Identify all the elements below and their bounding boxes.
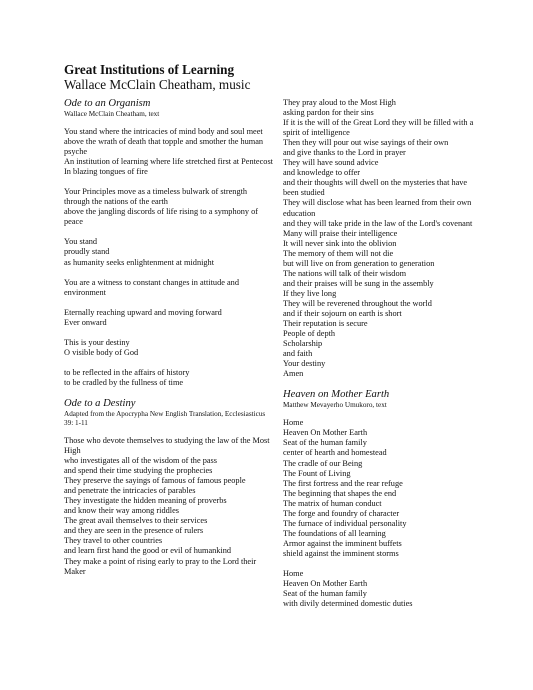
stanza bbox=[64, 237, 276, 267]
poem-line: shield against the imminent storms bbox=[283, 548, 399, 558]
poem-line: with divily determined domestic duties bbox=[283, 599, 413, 609]
poem-line: Eternally reaching upward and moving forward bbox=[64, 307, 222, 317]
poem-line: Those who devote themselves to studying the law of the Most High bbox=[64, 435, 270, 455]
stanza bbox=[64, 308, 276, 328]
poem-line: Heaven On Mother Earth bbox=[283, 428, 368, 438]
poem-line: and knowledge to offer bbox=[283, 168, 361, 178]
stanza bbox=[64, 187, 276, 227]
poem-line: O visible body of God bbox=[64, 347, 139, 357]
poem-line: They will be reverened throughout the world bbox=[283, 298, 432, 308]
poem-line: Armor against the imminent buffets bbox=[283, 538, 402, 548]
stanza bbox=[64, 278, 276, 298]
page-header bbox=[64, 62, 484, 92]
poem-line: The matrix of human conduct bbox=[283, 498, 382, 508]
poem-line: Amen bbox=[283, 369, 304, 379]
poem-line: The nations will talk of their wisdom bbox=[283, 268, 407, 278]
poem-line: The great avail themselves to their services bbox=[64, 516, 208, 526]
poem-line: and their thoughts will dwell on the mysteries that have been studied bbox=[283, 178, 468, 198]
poem-line: above the wrath of death that topple and smother the human psyche bbox=[64, 137, 264, 157]
poem-line: Seat of the human family bbox=[283, 438, 367, 448]
poem-line: Heaven On Mother Earth bbox=[283, 579, 368, 589]
poem-line: and they are seen in the presence of rulers bbox=[64, 526, 204, 536]
section-title-organism: Ode to an Organism bbox=[64, 98, 151, 109]
poem-line: If they live long bbox=[283, 288, 337, 298]
poem-line: In blazing tongues of fire bbox=[64, 167, 148, 177]
poem-line: and penetrate the intricacies of parables bbox=[64, 486, 196, 496]
poem-line: They investigate the hidden meaning of proverbs bbox=[64, 496, 227, 506]
poem-line: and learn first hand the good or evil of humankind bbox=[64, 546, 232, 556]
poem-line: and give thanks to the Lord in prayer bbox=[283, 148, 406, 158]
section-credit-destiny: Adapted from the Apocrypha New English Translation, Ecclesiasticus 39: 1-11 bbox=[64, 409, 266, 427]
poem-line: They travel to other countries bbox=[64, 536, 163, 546]
poem-line: as humanity seeks enlightenment at midnight bbox=[64, 257, 215, 267]
poem-line: The Fount of Living bbox=[283, 468, 351, 478]
section-credit-organism: Wallace McClain Cheatham, text bbox=[64, 110, 160, 118]
stanza bbox=[64, 127, 276, 177]
poem-line: to be cradled by the fullness of time bbox=[64, 377, 184, 387]
poem-line: Home bbox=[283, 418, 304, 428]
poem-line: Your destiny bbox=[283, 359, 326, 369]
heaven-poem bbox=[283, 418, 483, 609]
right-column bbox=[283, 98, 483, 619]
poem-line: to be reflected in the affairs of history bbox=[64, 367, 190, 377]
section-title-heaven: Heaven on Mother Earth bbox=[283, 389, 390, 401]
poem-line: and know their way among riddles bbox=[64, 506, 179, 516]
poem-line: An institution of learning where life stretched first at Pentecost bbox=[64, 157, 273, 167]
poem-line: and their praises will be sung in the assembly bbox=[283, 278, 434, 288]
poem-line: and spend their time studying the prophecies bbox=[64, 466, 213, 476]
poem-line: and they will take pride in the law of the Lord's covenant bbox=[283, 218, 473, 228]
poem-line: Then they will pour out wise sayings of their own bbox=[283, 138, 449, 148]
poem-line: Home bbox=[283, 568, 304, 578]
poem-line: The first fortress and the rear refuge bbox=[283, 478, 403, 488]
poem-line: Scholarship bbox=[283, 339, 323, 349]
page-title: Great Institutions of Learning bbox=[64, 62, 235, 77]
poem-line: People of depth bbox=[283, 329, 336, 339]
destiny-poem-part-1 bbox=[64, 436, 276, 577]
poem-line: Many will praise their intelligence bbox=[283, 228, 398, 238]
left-column bbox=[64, 98, 276, 577]
poem-line: They will have sound advice bbox=[283, 158, 379, 168]
poem-line: The memory of them will not die bbox=[283, 248, 394, 258]
poem-line: You are a witness to constant changes in attitude and environment bbox=[64, 277, 239, 297]
poem-line: The beginning that shapes the end bbox=[283, 488, 397, 498]
poem-line: This is your destiny bbox=[64, 337, 130, 347]
poem-line: Ever onward bbox=[64, 317, 107, 327]
poem-line: Your Principles move as a timeless bulwark of strength bbox=[64, 187, 248, 197]
poem-line: and faith bbox=[283, 349, 313, 359]
stanza bbox=[64, 338, 276, 358]
poem-line: You stand bbox=[64, 237, 98, 247]
poem-line: but will live on from generation to generation bbox=[283, 258, 435, 268]
poem-line: They preserve the sayings of famous of famous people bbox=[64, 476, 246, 486]
poem-line: The forge and foundry of character bbox=[283, 508, 400, 518]
poem-line: You stand where the intricacies of mind body and soul meet bbox=[64, 127, 263, 136]
poem-line: proudly stand bbox=[64, 247, 110, 257]
poem-line: The cradle of our Being bbox=[283, 458, 363, 468]
poem-line: It will never sink into the oblivion bbox=[283, 238, 397, 248]
stanza bbox=[283, 418, 483, 559]
organism-poem bbox=[64, 127, 276, 388]
stanza bbox=[283, 569, 483, 609]
poem-line: They make a point of rising early to pray to the Lord their Maker bbox=[64, 556, 257, 576]
poem-line: The furnace of individual personality bbox=[283, 518, 407, 528]
poem-line: who investigates all of the wisdom of the pass bbox=[64, 456, 218, 466]
section-credit-heaven: Matthew Mevayerho Umukoro, text bbox=[283, 401, 387, 410]
poem-line: and if their sojourn on earth is short bbox=[283, 308, 402, 318]
poem-line: center of hearth and homestead bbox=[283, 448, 387, 458]
poem-line: They pray aloud to the Most High bbox=[283, 98, 396, 107]
poem-line: through the nations of the earth bbox=[64, 197, 168, 207]
composer-credit: Wallace McClain Cheatham, music bbox=[64, 77, 251, 92]
poem-line: They will disclose what has been learned from their own education bbox=[283, 198, 472, 218]
poem-line: The foundations of all learning bbox=[283, 528, 386, 538]
poem-line: If it is the will of the Great Lord they will be filled with a spirit of intelligence bbox=[283, 118, 474, 138]
poem-line: Their reputation is secure bbox=[283, 319, 368, 329]
poem-line: asking pardon for their sins bbox=[283, 108, 374, 118]
poem-line: Seat of the human family bbox=[283, 589, 367, 599]
section-title-destiny: Ode to a Destiny bbox=[64, 397, 136, 409]
poem-line: above the jangling discords of life rising to a symphony of peace bbox=[64, 207, 259, 227]
stanza bbox=[64, 368, 276, 388]
destiny-poem-part-2 bbox=[283, 98, 483, 379]
